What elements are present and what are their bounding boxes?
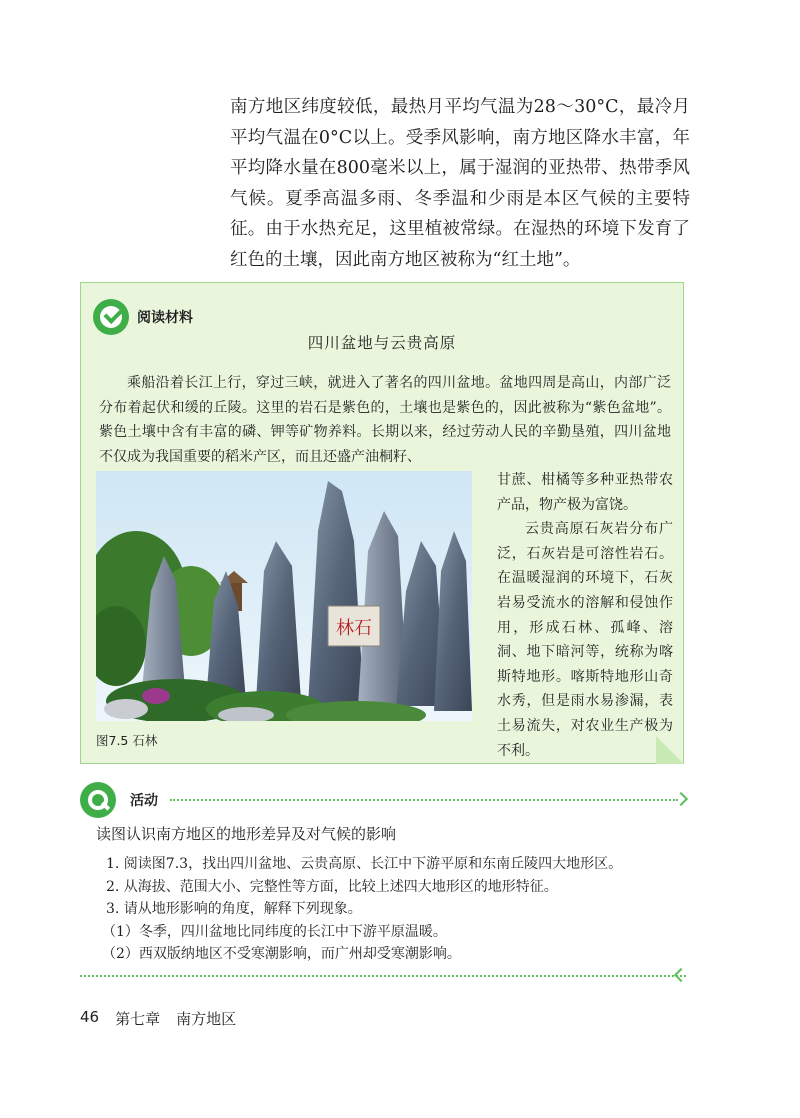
activity-item: （1）冬季，四川盆地比同纬度的长江中下游平原温暖。: [102, 923, 447, 940]
stone-forest-photo: [96, 471, 472, 721]
reading-badge-label: 阅读材料: [137, 310, 193, 326]
pencil-check-icon: [93, 299, 129, 335]
page-fold-corner: [656, 736, 684, 764]
reading-text-top: 乘船沿着长江上行，穿过三峡，就进入了著名的四川盆地。盆地四周是高山，内部广泛分布着起伏和缓的丘陵。这里的岩石是紫色的，土壤也是紫色的，因此被称为“紫色盆地”。紫色土壤中含有丰富的磷、钾等矿物养料。长期以来，经过劳动人民的辛勤垦殖，四川盆地不仅成为我国重要的稻米产区，而且还盛产油桐籽、: [99, 375, 671, 465]
activity-item: 3. 请从地形影响的角度，解释下列现象。: [106, 901, 362, 917]
reading-title: 四川盆地与云贵高原: [307, 334, 457, 352]
magnifier-icon: [80, 782, 116, 818]
photo-sign-text: 林石: [336, 618, 372, 639]
arrow-left-icon: [674, 968, 688, 982]
section-name: 南方地区: [176, 1010, 237, 1028]
activity-label: 活动: [130, 793, 158, 809]
activity-item: 1. 阅读图7.3，找出四川盆地、云贵高原、长江中下游平原和东南丘陵四大地形区。: [106, 856, 623, 872]
arrow-right-icon: [674, 792, 688, 806]
activity-item: （2）西双版纳地区不受寒潮影响，而广州却受寒潮影响。: [102, 946, 461, 962]
intro-paragraph: 南方地区纬度较低，最热月平均气温为28～30°C，最冷月平均气温在0°C以上。受季风影响，南方地区降水丰富，年平均降水量在800毫米以上，属于湿润的亚热带、热带季风气候。夏季高温多雨、冬季温和少雨是本区气候的主要特征。由于水热充足，这里植被常绿。在湿热的环境下发育了红色的土壤，因此南方地区被称为“红土地”。: [230, 97, 690, 270]
bottom-dotted-divider: [80, 975, 686, 977]
figure-caption: 图7.5 石林: [96, 733, 158, 748]
activity-list: [102, 853, 686, 966]
activity-item: 2. 从海拔、范围大小、完整性等方面，比较上述四大地形区的地形特征。: [106, 878, 558, 895]
reading-material-box: [80, 282, 684, 764]
chapter-name: 第七章: [115, 1010, 161, 1028]
activity-title: 读图认识南方地区的地形差异及对气候的影响: [96, 825, 397, 843]
page-number: 46: [80, 1008, 100, 1026]
reading-text-right-2: 云贵高原石灰岩分布广泛，石灰岩是可溶性岩石。在温暖湿润的环境下，石灰岩易受流水的溶解和侵蚀作用，形成石林、孤峰、溶洞、地下暗河等，统称为喀斯特地形。喀斯特地形山奇水秀，但是雨水易渗漏，表土易流失，对农业生产极为不利。: [497, 521, 673, 759]
reading-text-right: [497, 468, 673, 763]
page-footer: [80, 1008, 236, 1029]
dotted-divider: [170, 799, 678, 801]
reading-badge: [93, 299, 193, 335]
reading-text-right-1: 甘蔗、柑橘等多种亚热带农产品，物产极为富饶。: [497, 472, 673, 513]
activity-header: [80, 782, 686, 818]
